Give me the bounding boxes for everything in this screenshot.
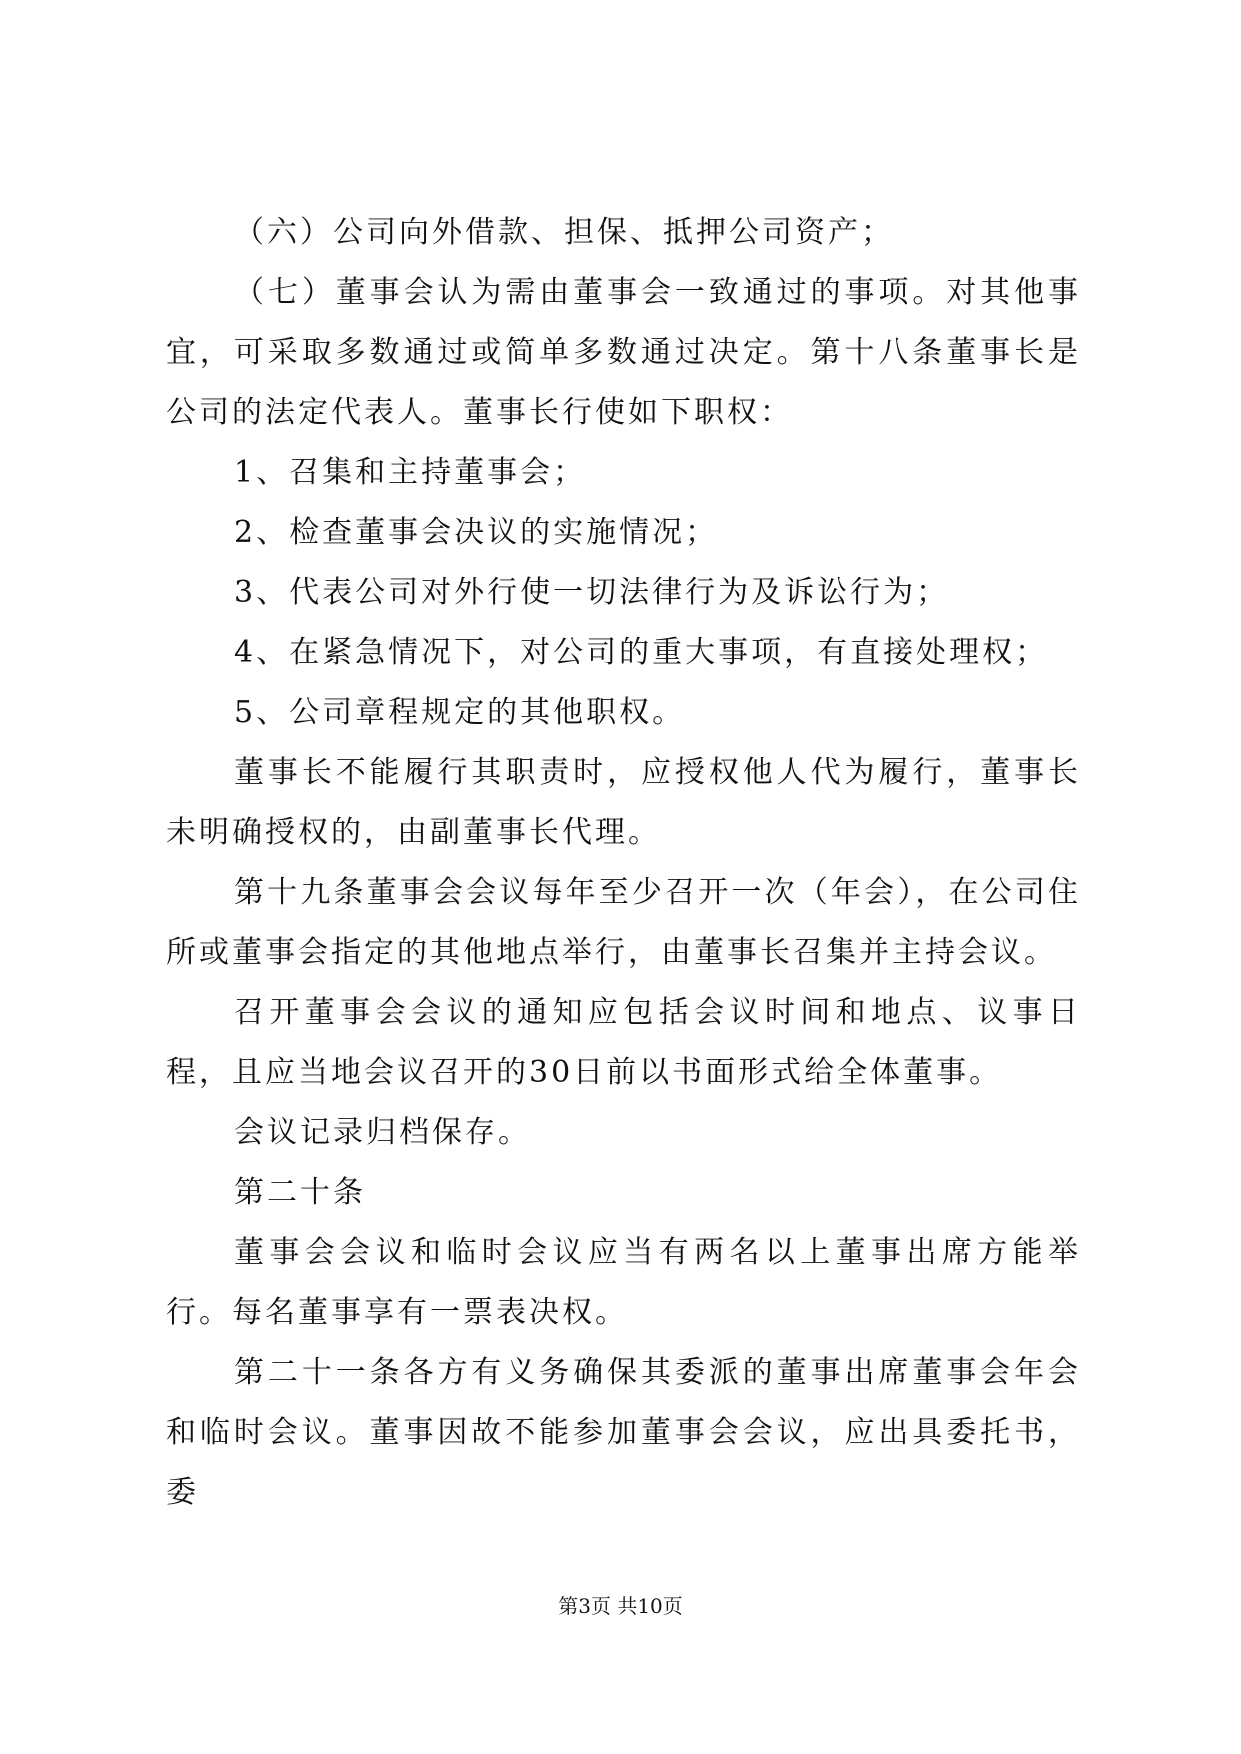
paragraph: （六）公司向外借款、担保、抵押公司资产； — [234, 215, 894, 250]
paragraph: 3、代表公司对外行使一切法律行为及诉讼行为； — [234, 575, 950, 610]
paragraph: 董事长不能履行其职责时，应授权他人代为履行，董事长未明确授权的，由副董事长代理。 — [166, 755, 1081, 850]
paragraph: 5、公司章程规定的其他职权。 — [234, 695, 686, 730]
paragraph: （七）董事会认为需由董事会一致通过的事项。对其他事宜，可采取多数通过或简单多数通过决定。第十八条董事长是公司的法定代表人。董事长行使如下职权： — [166, 275, 1081, 430]
paragraph: 会议记录归档保存。 — [234, 1115, 531, 1150]
paragraph: 1、召集和主持董事会； — [234, 455, 587, 490]
paragraph: 2、检查董事会决议的实施情况； — [234, 515, 719, 550]
paragraph: 召开董事会会议的通知应包括会议时间和地点、议事日程，且应当地会议召开的30日前以书面形式给全体董事。 — [166, 995, 1081, 1090]
paragraph: 董事会会议和临时会议应当有两名以上董事出席方能举行。每名董事享有一票表决权。 — [166, 1235, 1081, 1330]
paragraph: 第二十条 — [234, 1175, 366, 1210]
document-body — [166, 203, 1081, 1523]
paragraph: 第二十一条各方有义务确保其委派的董事出席董事会年会和临时会议。董事因故不能参加董事会会议，应出具委托书，委 — [166, 1355, 1081, 1510]
paragraph: 4、在紧急情况下，对公司的重大事项，有直接处理权； — [234, 635, 1049, 670]
page-number-footer: 第3页 共10页 — [558, 1594, 683, 1618]
paragraph: 第十九条董事会会议每年至少召开一次（年会），在公司住所或董事会指定的其他地点举行，由董事长召集并主持会议。 — [166, 875, 1081, 970]
